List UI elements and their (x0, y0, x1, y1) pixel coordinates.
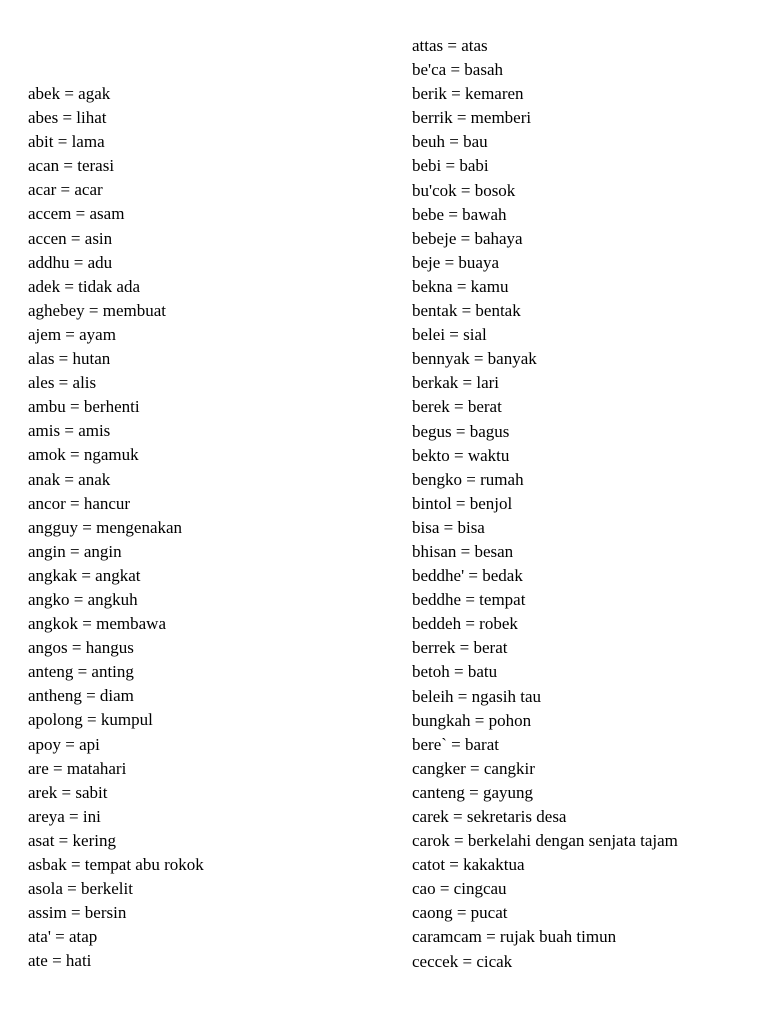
dictionary-entry: angos = hangus (28, 638, 134, 658)
dictionary-entry: abek = agak (28, 84, 111, 103)
dictionary-entry: asat = kering (28, 830, 116, 850)
dictionary-entry: areya = ini (28, 806, 101, 826)
dictionary-entry: abes = lihat (28, 108, 107, 128)
dictionary-entry: beddeh = robek (412, 614, 518, 634)
dictionary-entry: be'ca = basah (412, 60, 503, 80)
dictionary-entry: angkak = angkat (28, 565, 141, 585)
dictionary-entry: antheng = diam (28, 686, 134, 706)
dictionary-entry: berik = kemaren (412, 84, 524, 104)
dictionary-entry: berrek = berat (412, 638, 508, 658)
dictionary-entry: bisa = bisa (412, 517, 485, 537)
dictionary-entry: arek = sabit (28, 782, 108, 802)
dictionary-entry: caramcam = rujak buah timun (412, 927, 617, 947)
dictionary-entry: cao = cingcau (412, 879, 507, 899)
dictionary-entry: acan = terasi (28, 156, 115, 176)
dictionary-entry: beddhe' = bedak (412, 566, 523, 586)
dictionary-entry: bere` = barat (412, 734, 499, 754)
dictionary-entry: angko = angkuh (28, 589, 138, 609)
dictionary-entry: ambu = berhenti (28, 397, 140, 417)
dictionary-entry: begus = bagus (412, 421, 510, 441)
dictionary-entry: alas = hutan (28, 349, 111, 369)
dictionary-entry: bhisan = besan (412, 541, 514, 561)
dictionary-entry: carek = sekretaris desa (412, 807, 567, 826)
dictionary-entry: anak = anak (28, 469, 111, 489)
dictionary-entry: are = matahari (28, 758, 127, 778)
dictionary-entry: adek = tidak ada (28, 276, 141, 296)
dictionary-entry: accen = asin (28, 228, 113, 248)
dictionary-entry: bintol = benjol (412, 493, 513, 513)
dictionary-entry: cangker = cangkir (412, 758, 535, 778)
dictionary-entry: amis = amis (28, 421, 111, 441)
dictionary-entry: beuh = bau (412, 132, 488, 152)
dictionary-entry: caong = pucat (412, 903, 508, 923)
dictionary-entry: assim = bersin (28, 903, 127, 923)
dictionary-entry: beje = buaya (412, 252, 499, 272)
dictionary-entry: beleih = ngasih tau (412, 686, 542, 706)
dictionary-entry: asbak = tempat abu rokok (28, 855, 204, 874)
dictionary-entry: bekna = kamu (412, 276, 509, 296)
dictionary-entry: angin = angin (28, 541, 122, 561)
right-word-column (412, 34, 678, 974)
dictionary-entry: angguy = mengenakan (28, 517, 183, 537)
dictionary-entry: ceccek = cicak (412, 951, 513, 971)
dictionary-entry: carok = berkelahi dengan senjata tajam (412, 831, 678, 851)
dictionary-entry: beddhe = tempat (412, 590, 526, 610)
dictionary-entry: bungkah = pohon (412, 710, 532, 730)
dictionary-entry: ajem = ayam (28, 324, 116, 344)
dictionary-entry: apoy = api (28, 734, 100, 754)
dictionary-entry: ancor = hancur (28, 493, 131, 513)
dictionary-entry: aghebey = membuat (28, 300, 166, 320)
dictionary-entry: belei = sial (412, 325, 487, 345)
dictionary-entry: apolong = kumpul (28, 710, 153, 730)
dictionary-entry: berkak = lari (412, 373, 499, 393)
dictionary-entry: bentak = bentak (412, 301, 521, 321)
dictionary-entry: catot = kakaktua (412, 855, 525, 875)
left-word-column (28, 82, 204, 973)
dictionary-entry: berrik = memberi (412, 108, 532, 128)
dictionary-entry: bebeje = bahaya (412, 228, 523, 248)
dictionary-entry: betoh = batu (412, 662, 498, 682)
dictionary-entry: amok = ngamuk (28, 445, 139, 465)
dictionary-entry: acar = acar (28, 180, 103, 200)
dictionary-entry: bu'cok = bosok (412, 180, 516, 200)
dictionary-entry: asola = berkelit (28, 879, 133, 899)
dictionary-entry: ales = alis (28, 373, 97, 393)
dictionary-entry: angkok = membawa (28, 614, 166, 634)
dictionary-entry: accem = asam (28, 204, 125, 224)
dictionary-entry: addhu = adu (28, 252, 113, 272)
dictionary-entry: bebi = babi (412, 156, 489, 176)
dictionary-entry: ate = hati (28, 951, 92, 971)
dictionary-entry: bebe = bawah (412, 204, 507, 224)
dictionary-entry: bekto = waktu (412, 445, 510, 465)
dictionary-entry: berek = berat (412, 397, 502, 417)
dictionary-entry: abit = lama (28, 132, 105, 152)
dictionary-entry: attas = atas (412, 36, 488, 55)
dictionary-entry: anteng = anting (28, 662, 134, 682)
dictionary-entry: bengko = rumah (412, 469, 524, 489)
dictionary-entry: ata' = atap (28, 927, 98, 947)
dictionary-entry: canteng = gayung (412, 782, 533, 802)
dictionary-entry: bennyak = banyak (412, 349, 537, 369)
